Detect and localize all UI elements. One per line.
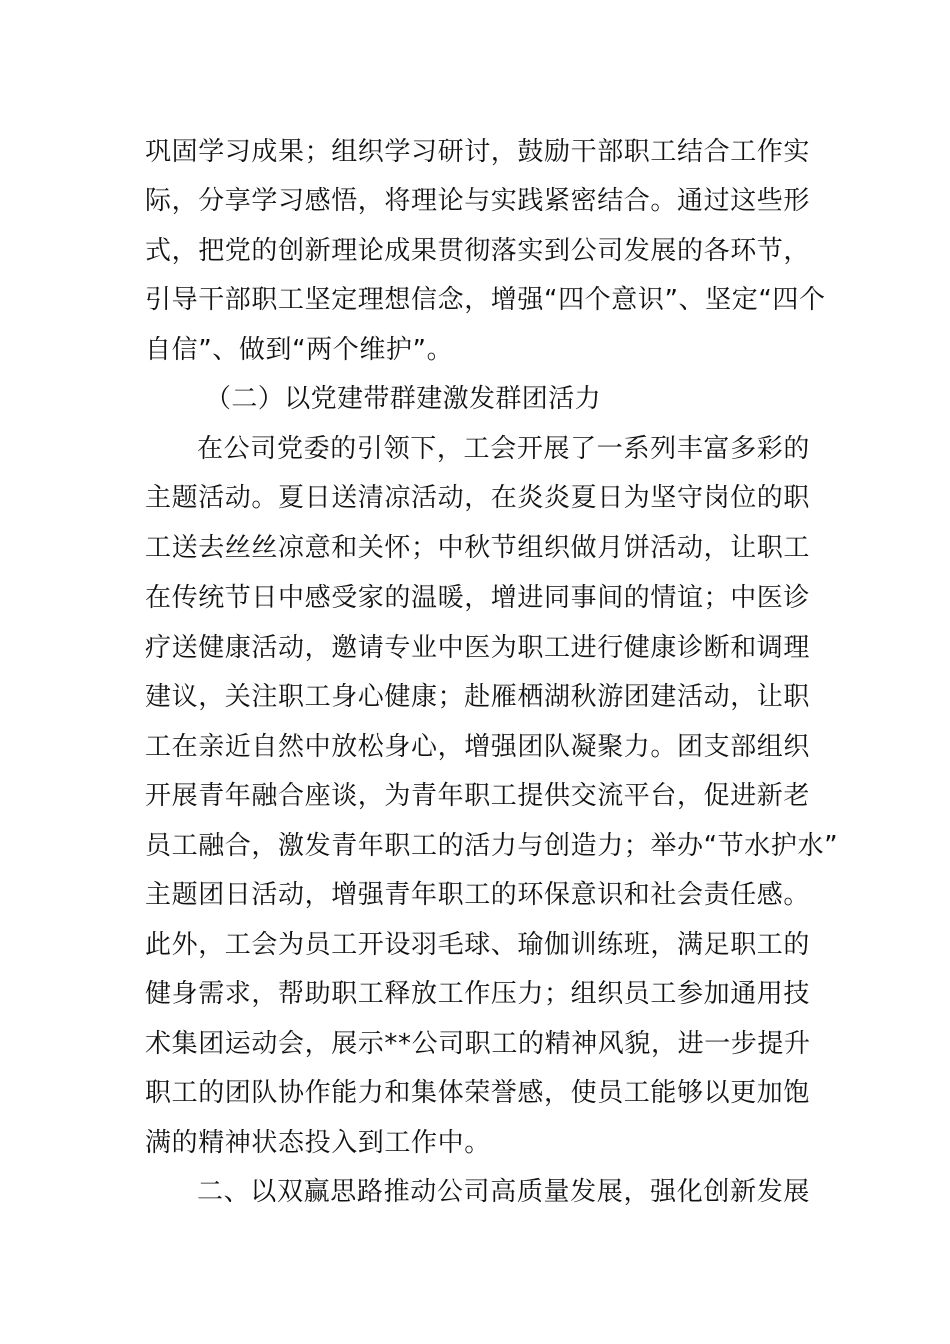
paragraph-line: 引导干部职工坚定理想信念，增强“四个意识”、坚定“四个	[145, 285, 826, 315]
subheading: （二）以党建带群建激发群团活力	[205, 384, 602, 414]
paragraph-line: 此外，工会为员工开设羽毛球、瑜伽训练班，满足职工的	[145, 930, 811, 960]
paragraph-line: 在公司党委的引领下，工会开展了一系列丰富多彩的	[197, 434, 810, 464]
paragraph-line: 开展青年融合座谈，为青年职工提供交流平台，促进新老	[145, 781, 811, 811]
paragraph-line: 健身需求，帮助职工释放工作压力；组织员工参加通用技	[145, 979, 811, 1009]
paragraph-line: 疗送健康活动，邀请专业中医为职工进行健康诊断和调理	[145, 633, 811, 663]
section-heading: 二、以双赢思路推动公司高质量发展，强化创新发展	[197, 1177, 810, 1207]
paragraph-line: 建议，关注职工身心健康；赴雁栖湖秋游团建活动，让职	[145, 682, 811, 712]
paragraph-line: 工在亲近自然中放松身心，增强团队凝聚力。团支部组织	[145, 732, 811, 762]
paragraph-line: 式，把党的创新理论成果贯彻落实到公司发展的各环节，	[145, 236, 811, 266]
paragraph-line: 术集团运动会，展示**公司职工的精神风貌，进一步提升	[145, 1029, 811, 1059]
paragraph-line: 巩固学习成果；组织学习研讨，鼓励干部职工结合工作实	[145, 137, 811, 167]
paragraph-line: 际，分享学习感悟，将理论与实践紧密结合。通过这些形	[145, 186, 811, 216]
paragraph-line: 自信”、做到“两个维护”。	[145, 335, 454, 365]
paragraph-line: 在传统节日中感受家的温暖，增进同事间的情谊；中医诊	[145, 583, 811, 613]
paragraph-line: 满的精神状态投入到工作中。	[145, 1128, 491, 1158]
paragraph-line: 工送去丝丝凉意和关怀；中秋节组织做月饼活动，让职工	[145, 533, 811, 563]
paragraph-line: 主题活动。夏日送清凉活动，在炎炎夏日为坚守岗位的职	[145, 483, 811, 513]
paragraph-line: 员工融合，激发青年职工的活力与创造力；举办“节水护水”	[145, 831, 839, 861]
paragraph-line: 主题团日活动，增强青年职工的环保意识和社会责任感。	[145, 880, 811, 910]
paragraph-line: 职工的团队协作能力和集体荣誉感，使员工能够以更加饱	[145, 1078, 811, 1108]
